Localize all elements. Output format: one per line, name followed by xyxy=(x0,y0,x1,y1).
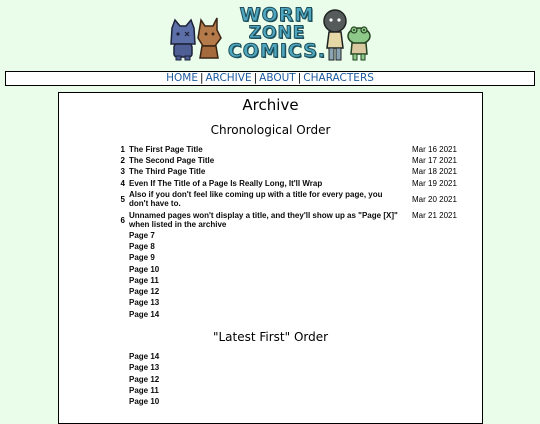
row-title-link[interactable]: Page 13 xyxy=(129,363,160,372)
chronological-heading: Chronological Order xyxy=(210,123,331,137)
site-logo[interactable] xyxy=(222,6,332,61)
row-title-link[interactable]: Page 10 xyxy=(129,265,160,274)
nav-separator: | xyxy=(253,72,258,84)
row-title-link[interactable]: Page 11 xyxy=(129,276,159,285)
brown-dog-mascot-icon xyxy=(195,16,223,62)
nav-separator: | xyxy=(199,72,204,84)
logo-line-1: WORM xyxy=(239,4,315,26)
row-title-link[interactable]: Page 14 xyxy=(129,352,160,361)
nav-about-link[interactable]: ABOUT xyxy=(259,72,296,84)
row-title-link[interactable]: Page 14 xyxy=(129,310,160,319)
row-title-link[interactable]: The First Page Title xyxy=(129,145,203,154)
row-title-link[interactable]: Unnamed pages won't display a title, and they'll show up as "Page [X]" when listed in the archive xyxy=(129,211,398,229)
row-number: 3 xyxy=(120,167,125,176)
row-date: Mar 17 2021 xyxy=(412,156,457,165)
latest-first-heading: "Latest First" Order xyxy=(212,330,329,344)
row-title-link[interactable]: Page 12 xyxy=(129,287,160,296)
row-date: Mar 16 2021 xyxy=(412,145,457,154)
row-title-link[interactable]: Page 13 xyxy=(129,298,160,307)
row-title-link[interactable]: Even If The Title of a Page Is Really Long, It'll Wrap xyxy=(129,179,323,188)
row-date: Mar 20 2021 xyxy=(412,195,457,204)
row-title-link[interactable]: Page 10 xyxy=(129,397,160,406)
green-frog-mascot-icon xyxy=(346,24,372,62)
row-title-link[interactable]: Page 11 xyxy=(129,386,159,395)
main-nav xyxy=(5,71,535,86)
nav-home-link[interactable]: HOME xyxy=(166,72,198,84)
row-title-link[interactable]: Page 9 xyxy=(129,253,155,262)
row-number: 4 xyxy=(120,179,125,188)
nav-archive-link[interactable]: ARCHIVE xyxy=(205,72,252,84)
row-date: Mar 21 2021 xyxy=(412,211,457,220)
header-banner xyxy=(0,0,540,68)
blue-cat-mascot-icon xyxy=(168,18,198,62)
row-date: Mar 19 2021 xyxy=(412,179,457,188)
row-number: 1 xyxy=(120,145,125,154)
row-title-link[interactable]: Page 8 xyxy=(129,242,155,251)
row-title-link[interactable]: Also if you don't feel like coming up with a title for every page, you don't have to. xyxy=(129,190,383,208)
archive-panel xyxy=(58,92,483,424)
row-number: 6 xyxy=(120,216,125,225)
row-title-link[interactable]: Page 12 xyxy=(129,375,160,384)
row-number: 5 xyxy=(120,195,125,204)
nav-characters-link[interactable]: CHARACTERS xyxy=(303,72,374,84)
row-number: 2 xyxy=(120,156,125,165)
row-title-link[interactable]: The Second Page Title xyxy=(129,156,215,165)
page-title: Archive xyxy=(242,96,299,114)
logo-line-2: ZONE xyxy=(248,23,306,43)
row-date: Mar 18 2021 xyxy=(412,167,457,176)
row-title-link[interactable]: Page 7 xyxy=(129,231,155,240)
row-title-link[interactable]: The Third Page Title xyxy=(129,167,206,176)
logo-line-3: COMICS. xyxy=(227,40,327,62)
nav-separator: | xyxy=(297,72,302,84)
